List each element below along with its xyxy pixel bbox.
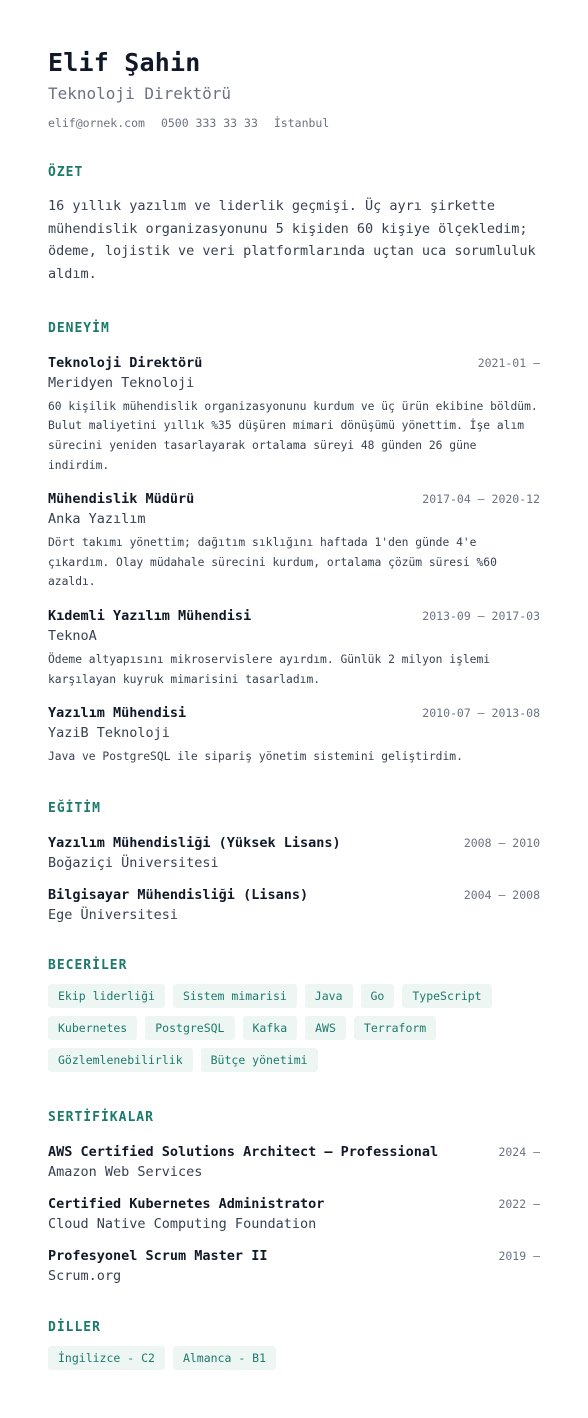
experience-list (48, 353, 540, 767)
experience-description: Java ve PostgreSQL ile sipariş yönetim sistemini geliştirdim. (48, 750, 463, 764)
certification-item (48, 1194, 540, 1234)
person-name: Elif Şahin (48, 48, 201, 77)
education-school: Ege Üniversitesi (48, 906, 179, 923)
education-school: Boğaziçi Üniversitesi (48, 854, 219, 871)
certification-name: AWS Certified Solutions Architect — Professional (48, 1143, 439, 1160)
language-tag: İngilizce - C2 (48, 1346, 165, 1370)
summary-text: 16 yıllık yazılım ve liderlik geçmişi. Üç ayrı şirkette mühendislik organizasyonunu 5 kişiden 60 kişiye ölçekledim; ödeme, lojistik ve veri platformlarında uçtan uca sorumluluk aldım. (48, 198, 536, 283)
experience-item (48, 353, 540, 475)
certification-name: Certified Kubernetes Administrator (48, 1195, 325, 1212)
education-item (48, 833, 540, 873)
experience-item (48, 489, 540, 592)
experience-description: Ödeme altyapısını mikroservislere ayırdım. Günlük 2 milyon işlemi karşılayan kuyruk mimarisini tasarladım. (48, 652, 491, 686)
certification-name: Profesyonel Scrum Master II (48, 1247, 268, 1264)
experience-role: Kıdemli Yazılım Mühendisi (48, 607, 252, 624)
skill-tag: TypeScript (402, 984, 491, 1008)
education-heading: EĞİTİM (48, 800, 101, 816)
experience-role: Yazılım Mühendisi (48, 705, 187, 722)
experience-role: Teknoloji Direktörü (48, 354, 203, 371)
skills-list (48, 984, 540, 1072)
languages-section (48, 1320, 540, 1370)
skill-tag: Java (305, 984, 353, 1008)
experience-role: Mühendislik Müdürü (48, 491, 195, 508)
resume-header (48, 48, 540, 131)
languages-list (48, 1346, 540, 1370)
summary-section (48, 165, 540, 286)
certification-issuer: Amazon Web Services (48, 1163, 203, 1180)
certification-date: 2019 – (498, 1248, 540, 1263)
skill-tag: Terraform (354, 1016, 436, 1040)
education-date: 2008 – 2010 (463, 835, 540, 850)
experience-company: Anka Yazılım (48, 511, 146, 528)
experience-heading: DENEYİM (48, 320, 110, 336)
contact-email: elif@ornek.com (48, 116, 145, 130)
summary-heading: ÖZET (48, 165, 84, 180)
skill-tag: PostgreSQL (145, 1016, 234, 1040)
contact-line (48, 116, 540, 131)
experience-description: 60 kişilik mühendislik organizasyonunu kurdum ve üç ürün ekibine böldüm. Bulut maliyetini yıllık %35 düşüren mimari dönüşümü yönettim. İşe alım sürecini yeniden tasarlayarak ortalama süreyi 48 günden 26 güne indirdim. (48, 399, 538, 472)
certification-item (48, 1142, 540, 1182)
certifications-list (48, 1142, 540, 1286)
skill-tag: Ekip liderliği (48, 984, 165, 1008)
languages-heading: DİLLER (48, 1319, 101, 1335)
experience-company: Meridyen Teknoloji (48, 374, 195, 391)
skill-tag: Sistem mimarisi (173, 984, 297, 1008)
experience-date: 2010-07 – 2013-08 (422, 706, 540, 721)
skill-tag: AWS (305, 1016, 346, 1040)
experience-company: YaziB Teknoloji (48, 725, 170, 742)
education-date: 2004 – 2008 (463, 887, 540, 902)
certification-date: 2022 – (498, 1196, 540, 1211)
certification-issuer: Cloud Native Computing Foundation (48, 1215, 317, 1232)
contact-phone: 0500 333 33 33 (160, 116, 258, 130)
certification-date: 2024 – (498, 1144, 540, 1159)
certifications-heading: SERTİFİKALAR (48, 1109, 154, 1125)
education-section (48, 801, 540, 925)
experience-date: 2017-04 – 2020-12 (422, 492, 540, 507)
education-list (48, 833, 540, 925)
experience-section (48, 321, 540, 767)
certification-item (48, 1246, 540, 1286)
education-item (48, 885, 540, 925)
experience-date: 2013-09 – 2017-03 (422, 608, 540, 623)
experience-item (48, 703, 540, 767)
experience-date: 2021-01 – (477, 355, 540, 370)
skills-heading: BECERİLER (48, 957, 128, 973)
experience-description: Dört takımı yönettim; dağıtım sıklığını haftada 1'den günde 4'e çıkardım. Olay müdahale sürecini kurdum, ortalama çözüm süresi %60 azaldı. (48, 536, 497, 589)
certification-issuer: Scrum.org (48, 1267, 122, 1284)
certifications-section (48, 1110, 540, 1286)
education-degree: Yazılım Mühendisliği (Yüksek Lisans) (48, 834, 341, 851)
contact-location: İstanbul (273, 116, 330, 130)
skill-tag: Kubernetes (48, 1016, 137, 1040)
language-tag: Almanca - B1 (173, 1346, 276, 1370)
skill-tag: Bütçe yönetimi (201, 1048, 318, 1072)
experience-company: TeknoA (48, 627, 97, 644)
job-title: Teknoloji Direktörü (48, 84, 232, 103)
experience-item (48, 606, 540, 689)
skill-tag: Go (361, 984, 395, 1008)
education-degree: Bilgisayar Mühendisliği (Lisans) (48, 886, 309, 903)
skill-tag: Kafka (243, 1016, 298, 1040)
skill-tag: Gözlemlenebilirlik (48, 1048, 193, 1072)
skills-section (48, 958, 540, 1072)
